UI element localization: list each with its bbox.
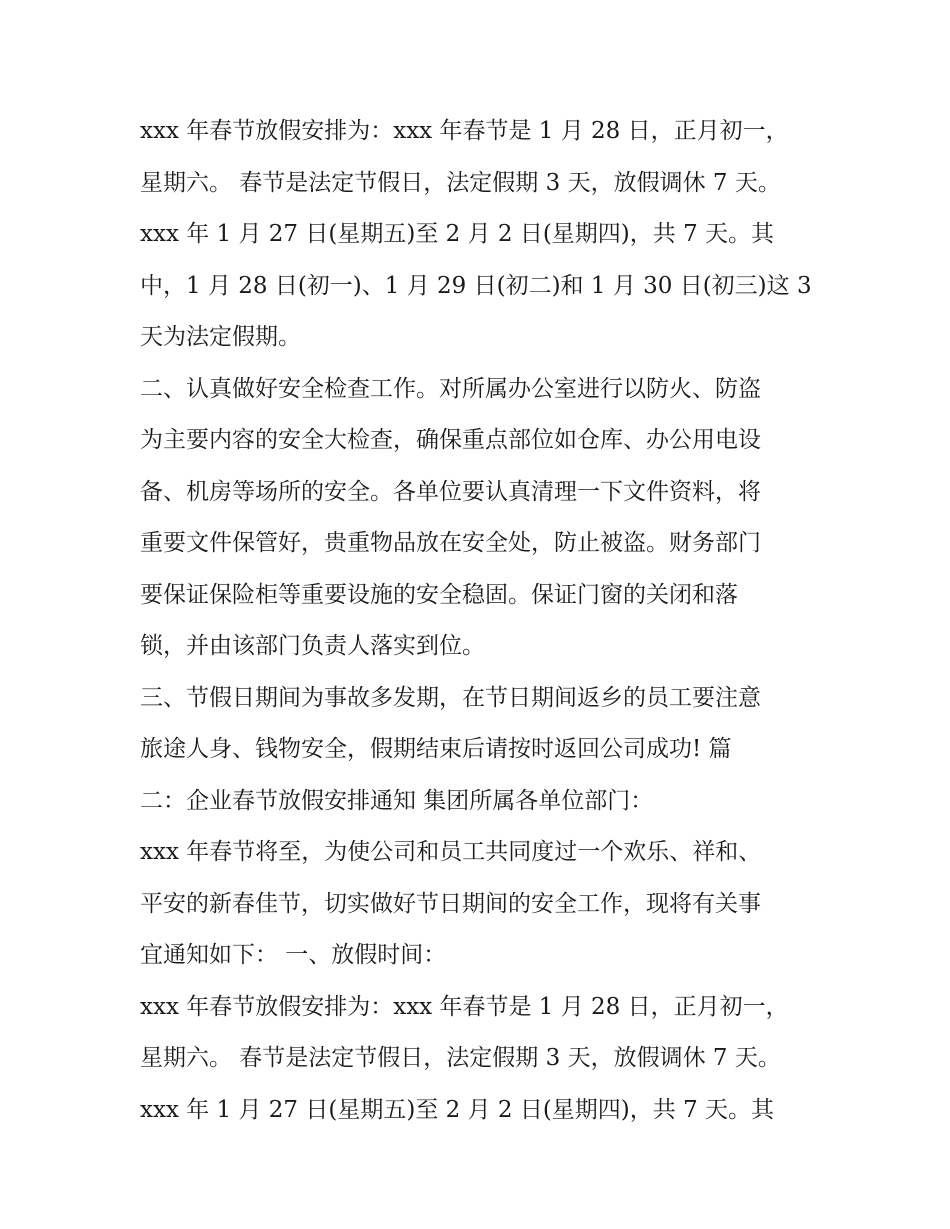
text-line: 锁，并由该部门负责人落实到位。: [140, 633, 485, 659]
text-line: xxx 年春节将至，为使公司和员工共同度过一个欢乐、祥和、: [140, 839, 762, 865]
text-line: 二：企业春节放假安排通知 集团所属各单位部门：: [140, 787, 654, 814]
text-line: 旅途人身、钱物安全，假期结束后请按时返回公司成功! 篇: [140, 736, 732, 762]
text-line: 平安的新春佳节，切实做好节日期间的安全工作，现将有关事: [140, 890, 761, 917]
text-line: 中，1 月 28 日(初一)、1 月 29 日(初二)和 1 月 30 日(初三)这 3: [140, 272, 812, 299]
text-line: 二、认真做好安全检查工作。对所属办公室进行以防火、防盗: [140, 375, 761, 402]
text-line: 三、节假日期间为事故多发期，在节日期间返乡的员工要注意: [140, 684, 761, 711]
document-body: [140, 106, 840, 1136]
text-line: 要保证保险柜等重要设施的安全稳固。保证门窗的关闭和落: [140, 581, 738, 608]
text-line: xxx 年 1 月 27 日(星期五)至 2 月 2 日(星期四)，共 7 天。其: [140, 221, 775, 247]
text-line: 备、机房等场所的安全。各单位要认真清理一下文件资料，将: [140, 478, 761, 505]
text-line: xxx 年 1 月 27 日(星期五)至 2 月 2 日(星期四)，共 7 天。其: [140, 1096, 775, 1123]
text-line: 星期六。 春节是法定节假日，法定假期 3 天，放假调休 7 天。: [140, 169, 781, 196]
text-line: 宜通知如下： 一、放假时间：: [140, 942, 447, 968]
text-line: 重要文件保管好，贵重物品放在安全处，防止被盗。财务部门: [140, 530, 761, 556]
text-line: 为主要内容的安全大检查，确保重点部位如仓库、办公用电设: [140, 427, 761, 453]
text-line: xxx 年春节放假安排为：xxx 年春节是 1 月 28 日，正月初一，: [140, 118, 789, 144]
text-line: xxx 年春节放假安排为：xxx 年春节是 1 月 28 日，正月初一，: [140, 993, 789, 1020]
text-line: 星期六。 春节是法定节假日，法定假期 3 天，放假调休 7 天。: [140, 1045, 781, 1071]
text-line: 天为法定假期。: [140, 324, 301, 350]
